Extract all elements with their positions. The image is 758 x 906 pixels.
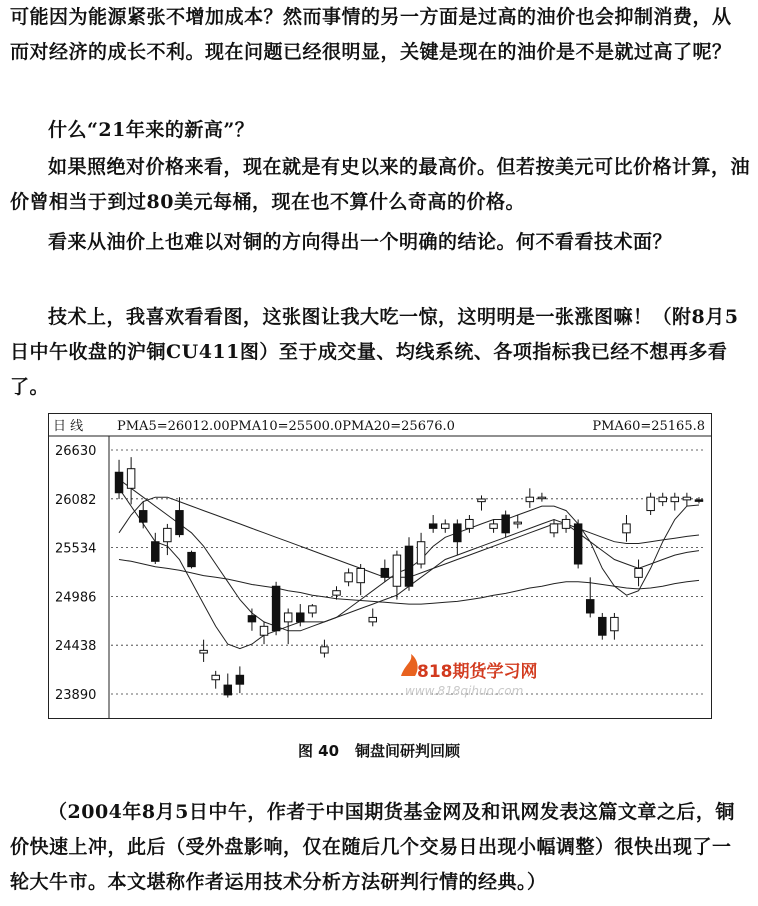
candle-body-down — [695, 500, 702, 502]
candle — [695, 497, 702, 503]
figure-number: 图 40 — [297, 742, 340, 760]
candle-body-down — [297, 613, 304, 622]
candle — [284, 609, 291, 645]
candle-body-up — [333, 591, 340, 595]
candle — [139, 502, 146, 529]
candle-body-up — [321, 647, 328, 653]
candle — [212, 671, 219, 689]
candle-body-up — [478, 499, 485, 502]
candle — [393, 551, 400, 600]
candle-body-up — [357, 568, 364, 582]
y-tick-label: 23890 — [55, 688, 97, 703]
candle — [611, 613, 618, 640]
candle — [127, 457, 134, 504]
paragraph-2: 什么“21年来的新高”？ — [48, 119, 255, 141]
candle-body-down — [115, 472, 122, 492]
candle — [466, 515, 473, 533]
paragraph-3: 如果照绝对价格来看，现在就是有史以来的最高价。但若按美元可比价格计算，油价曾相当于到过80美元每桶，现在也不算什么奇高的价格。 — [10, 156, 751, 213]
candle-body-up — [635, 568, 642, 577]
candle — [357, 564, 364, 595]
candle — [538, 493, 545, 502]
candle-body-down — [152, 542, 159, 562]
candle-body-down — [248, 616, 255, 622]
candle — [200, 640, 207, 662]
y-tick-label: 24986 — [55, 590, 97, 606]
candle — [188, 551, 195, 569]
candle-body-up — [200, 650, 207, 653]
y-tick-label: 26082 — [55, 492, 97, 508]
period-label: 日 线 — [53, 419, 84, 434]
candle — [345, 568, 352, 586]
candle — [176, 497, 183, 537]
candle — [514, 515, 521, 528]
candle — [309, 604, 316, 617]
candle — [526, 488, 533, 508]
candle — [381, 560, 388, 582]
candle — [550, 519, 557, 537]
figure-caption — [0, 740, 758, 761]
candle-body-up — [538, 497, 545, 499]
candle-body-up — [647, 497, 654, 510]
candle-body-up — [393, 555, 400, 586]
candle-body-up — [550, 524, 557, 533]
candle-body-up — [659, 497, 666, 501]
candle-body-up — [562, 519, 569, 528]
candle — [478, 495, 485, 510]
candle — [224, 674, 231, 698]
candle — [647, 493, 654, 515]
candle-body-down — [236, 675, 243, 684]
paragraph-5: 技术上，我喜欢看看图，这张图让我大吃一惊，这明明是一张涨图嘛！（附8月5日中午收盘的沪铜CU411图）至于成交量、均线系统、各项指标我已经不想再多看了。 — [10, 306, 739, 398]
y-tick-label: 24438 — [55, 639, 97, 655]
candle-body-down — [574, 524, 581, 564]
candle-body-up — [345, 573, 352, 582]
candle-body-down — [429, 524, 436, 528]
candle — [369, 609, 376, 627]
candle — [683, 493, 690, 506]
candle — [417, 533, 424, 569]
candle — [248, 609, 255, 631]
candle-body-down — [224, 685, 231, 695]
candle — [272, 582, 279, 635]
paragraph-1: 可能因为能源紧张不增加成本？然而事情的另一方面是过高的油价也会抑制消费，从而对经济的成长不利。现在问题已经很明显，关键是现在的油价是不是就过高了呢？ — [10, 6, 732, 63]
candle-body-up — [309, 606, 316, 613]
candle-body-up — [369, 617, 376, 621]
candle — [164, 524, 171, 555]
candle — [562, 515, 569, 533]
candle — [671, 493, 678, 511]
candle-body-down — [176, 511, 183, 535]
candle-body-down — [599, 617, 606, 635]
candle — [405, 537, 412, 590]
candle — [429, 515, 436, 533]
candle — [623, 515, 630, 542]
candle — [454, 519, 461, 555]
candle-body-down — [381, 568, 388, 577]
candle — [321, 640, 328, 658]
indicator-left: PMA5=26012.00PMA10=25500.0PMA20=25676.0 — [117, 419, 455, 434]
candle — [635, 560, 642, 587]
candle-body-up — [284, 613, 291, 622]
candle — [441, 519, 448, 532]
candle-body-up — [526, 497, 533, 501]
candle-body-up — [466, 519, 473, 528]
chart-canvas — [49, 414, 711, 718]
indicator-right: PMA60=25165.8 — [592, 419, 705, 434]
candle — [333, 586, 340, 599]
candle-body-up — [260, 626, 267, 635]
flame-icon — [401, 654, 418, 676]
candle-body-up — [683, 497, 690, 500]
candle-body-up — [441, 524, 448, 528]
candle-body-up — [164, 528, 171, 541]
candle — [599, 613, 606, 640]
candle-body-up — [212, 675, 219, 679]
candle-body-up — [611, 617, 618, 630]
watermark-logo-text: 818期货学习网 — [417, 662, 538, 682]
paragraph-4: 看来从油价上也难以对铜的方向得出一个明确的结论。何不看看技术面？ — [48, 231, 673, 253]
watermark-url: www.818qihuo.com — [405, 684, 524, 698]
candle-body-up — [417, 542, 424, 564]
candle-body-up — [127, 469, 134, 489]
candle-body-up — [671, 497, 678, 501]
candle — [574, 519, 581, 568]
candle — [502, 511, 509, 538]
candle — [115, 460, 122, 499]
candle — [659, 493, 666, 506]
candle — [236, 666, 243, 693]
candle — [260, 622, 267, 644]
candle-body-up — [514, 522, 521, 524]
candle-body-down — [405, 546, 412, 586]
candle-body-down — [272, 586, 279, 631]
candle-body-up — [623, 524, 630, 533]
candle — [490, 519, 497, 532]
figure-title: 铜盘间研判回顾 — [355, 742, 461, 760]
candle-body-down — [586, 600, 593, 613]
y-tick-label: 25534 — [55, 541, 97, 557]
candle-body-down — [188, 552, 195, 566]
note-paragraph: （2004年8月5日中午，作者于中国期货基金网及和讯网发表这篇文章之后，铜价快速上冲，此后（受外盘影响，仅在随后几个交易日出现小幅调整）很快出现了一轮大牛市。本文堪称作者运用技术分析方法研判行情的经典。） — [10, 801, 735, 893]
candle-body-up — [490, 524, 497, 528]
candle-body-down — [502, 515, 509, 533]
candle-body-down — [139, 511, 146, 523]
y-tick-label: 26630 — [55, 444, 97, 459]
candle-body-down — [454, 524, 461, 542]
watermark — [401, 654, 538, 698]
candlestick-chart — [48, 413, 712, 719]
